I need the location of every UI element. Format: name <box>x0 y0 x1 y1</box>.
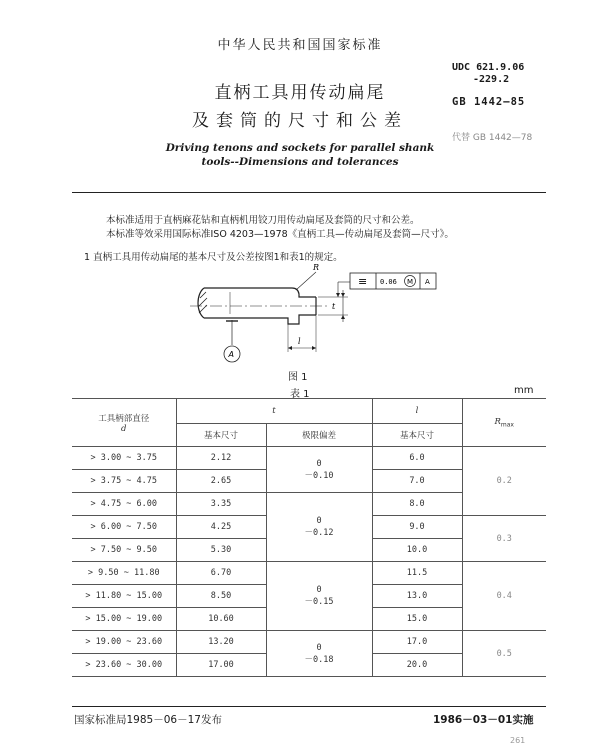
figure-caption: 图 1 <box>288 372 308 383</box>
header-l-basic: 基本尺寸 <box>372 424 462 447</box>
header-t-tolerance: 极限偏差 <box>266 424 372 447</box>
table-row: > 15.00 ~ 19.00 10.60 15.0 <box>72 608 546 631</box>
datum-label: A <box>228 350 234 359</box>
header-t: t <box>176 399 372 424</box>
replaces-note: 代替 GB 1442—78 <box>452 133 533 143</box>
reference-paragraph: 本标准等效采用国际标准ISO 4203—1978《直柄工具—传动扁尾及套筒—尺寸》。 <box>106 229 454 240</box>
effective-date: 1986－03－01实施 <box>433 714 534 726</box>
table-row: > 3.75 ~ 4.75 2.65 7.0 <box>72 470 546 493</box>
table-row: > 9.50 ~ 11.80 6.70 0 －0.15 11.5 0.4 <box>72 562 546 585</box>
table-row: > 11.80 ~ 15.00 8.50 13.0 <box>72 585 546 608</box>
header-t-basic: 基本尺寸 <box>176 424 266 447</box>
table-row: > 7.50 ~ 9.50 5.30 10.0 <box>72 539 546 562</box>
standard-category: 中华人民共和国国家标准 <box>217 38 383 53</box>
udc-code: UDC 621.9.06 <box>452 62 525 73</box>
r-label: R <box>313 263 320 272</box>
tenon-drawing <box>180 262 450 370</box>
t-label: t <box>332 302 336 311</box>
issue-date: 国家标准局1985－06－17发布 <box>74 714 222 726</box>
title-line-1: 直柄工具用传动扁尾 <box>214 83 386 103</box>
page-number: 261 <box>510 736 526 745</box>
udc-code-cont: -229.2 <box>473 74 510 85</box>
symmetry-symbol: ≡ <box>358 275 368 288</box>
english-title-line-1: Driving tenons and sockets for parallel shank <box>165 142 435 154</box>
english-title-line-2: tools--Dimensions and tolerances <box>201 156 399 168</box>
header-l: l <box>372 399 462 424</box>
footer-rule <box>72 706 546 707</box>
table-row: > 4.75 ~ 6.00 3.35 0 －0.12 8.0 <box>72 493 546 516</box>
dimension-table <box>72 398 546 677</box>
table-unit: mm <box>514 385 534 396</box>
table-row: > 23.60 ~ 30.00 17.00 20.0 <box>72 654 546 677</box>
header-d: 工具柄部直径 d <box>72 399 176 447</box>
table-row: > 3.00 ~ 3.75 2.12 0 －0.10 6.0 0.2 <box>72 447 546 470</box>
mmc-modifier: M <box>407 278 414 286</box>
frame-datum: A <box>425 278 430 286</box>
gb-number: GB 1442—85 <box>452 96 526 108</box>
header-r: $R_{max}$ <box>462 399 546 447</box>
table-row: > 19.00 ~ 23.60 13.20 0 －0.18 17.0 0.5 <box>72 631 546 654</box>
l-label: l <box>298 337 301 346</box>
table-row: > 6.00 ~ 7.50 4.25 9.0 0.3 <box>72 516 546 539</box>
table-caption: 表 1 <box>290 389 310 400</box>
title-line-2: 及套筒的尺寸和公差 <box>192 111 408 131</box>
header-rule <box>72 192 546 193</box>
scope-paragraph: 本标准适用于直柄麻花钻和直柄机用铰刀用传动扁尾及套筒的尺寸和公差。 <box>106 215 420 226</box>
section-1-text: 1 直柄工具用传动扁尾的基本尺寸及公差按图1和表1的规定。 <box>84 252 343 263</box>
tolerance-value: 0.06 <box>380 278 397 286</box>
